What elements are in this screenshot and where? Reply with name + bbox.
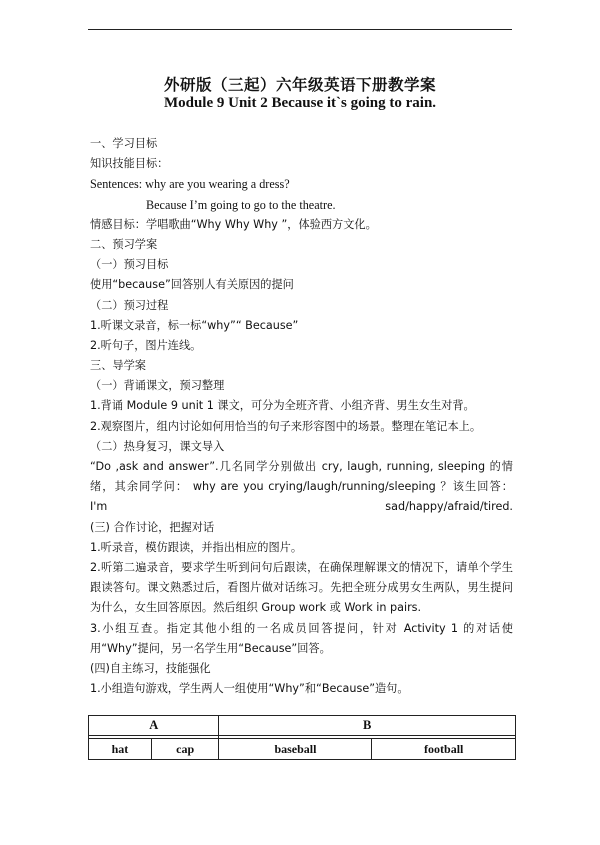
document-title: 外研版（三起）六年级英语下册教学案 xyxy=(163,76,436,94)
paragraph: “Do ,ask and answer”.几名同学分别做出 cry, laugh, running, sleeping 的情绪，其余同学问： why are you crying/laugh/running/sleeping ？该生回答： I'm sad/happy/afraid/tired. xyxy=(90,460,513,514)
group-b-header: B xyxy=(219,716,516,736)
subsection-heading: (四)自主练习，技能强化 xyxy=(90,662,211,675)
table-cell: football xyxy=(372,739,516,760)
table-cell: baseball xyxy=(219,739,372,760)
paragraph: 2.听第二遍录音，要求学生听到问句后跟读，在确保理解课文的情况下，请单个学生跟读答句。课文熟悉过后，看图片做对话练习。先把全班分成男女生两队，男生提问为什么，女生回答原因。然后组织 Group work 或 Work in pairs. xyxy=(90,560,513,615)
paragraph-line: 1.听录音，模仿跟读，并指出相应的图片。 xyxy=(90,540,303,554)
paragraph-line: 使用“because”回答别人有关原因的提问 xyxy=(90,278,294,292)
group-a-header: A xyxy=(89,716,219,736)
paragraph-line: 知识技能目标： xyxy=(90,157,169,171)
subsection-heading: （一）预习目标 xyxy=(90,258,169,272)
section-heading: 一、学习目标 xyxy=(90,137,158,150)
subsection-heading: (三) 合作讨论，把握对话 xyxy=(90,520,215,534)
paragraph-line: 1.背诵 Module 9 unit 1 课文，可分为全班齐背、小组齐背、男生女生对背。 xyxy=(90,399,475,413)
word-table xyxy=(88,715,516,760)
table-cell: hat xyxy=(89,739,152,760)
table-header-row xyxy=(89,716,516,736)
table-row xyxy=(89,739,516,760)
document-body xyxy=(90,134,513,699)
paragraph: 3.小组互查。指定其他小组的一名成员回答提问，针对 Activity 1 的对话使用“Why”提问，另一名学生用“Because”回答。 xyxy=(90,621,513,655)
section-heading: 二、预习学案 xyxy=(90,237,158,251)
paragraph-line: 1.听课文录音，标一标“why”“ Because” xyxy=(90,318,299,332)
header-rule xyxy=(88,29,512,30)
paragraph-line: 2.听句子，图片连线。 xyxy=(90,338,202,352)
paragraph-line: 情感目标：学唱歌曲“Why Why Why ”，体验西方文化。 xyxy=(90,217,377,231)
paragraph-line: 1.小组造句游戏，学生两人一组使用“Why”和“Because”造句。 xyxy=(90,682,409,696)
sentence-line: Because I’m going to go to the theatre. xyxy=(146,197,336,212)
subsection-heading: （二）预习过程 xyxy=(90,298,169,312)
section-heading: 三、导学案 xyxy=(90,359,146,373)
sentence-line: Sentences: why are you wearing a dress? xyxy=(90,177,290,192)
table-cell: cap xyxy=(151,739,219,760)
paragraph-line: 2.观察图片，组内讨论如何用恰当的句子来形容图中的场景。整理在笔记本上。 xyxy=(90,419,482,433)
subsection-heading: （二）热身复习，课文导入 xyxy=(90,439,225,453)
lesson-title: Module 9 Unit 2 Because it`s going to rain. xyxy=(163,95,437,111)
subsection-heading: （一）背诵课文，预习整理 xyxy=(90,379,225,393)
